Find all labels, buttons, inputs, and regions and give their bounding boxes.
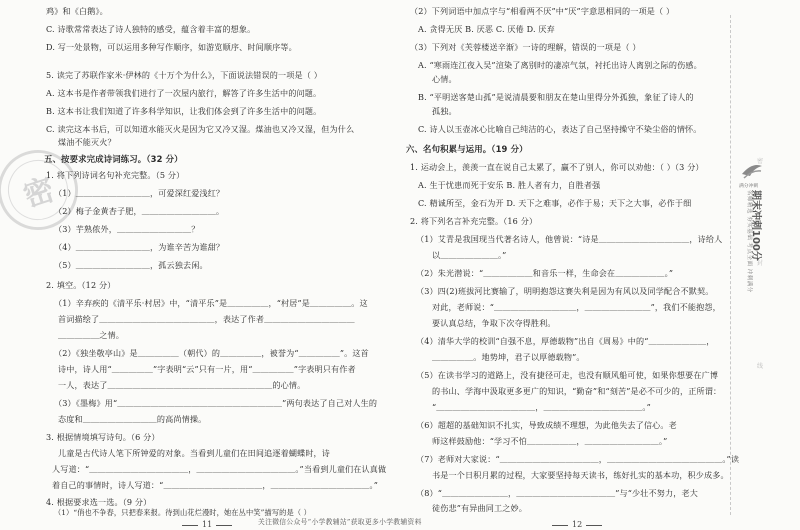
text-line: ＿＿＿＿＿之情。: [58, 330, 124, 340]
footer-notice: 关注微信公众号“小学教辅站”获取更多小学教辅资料: [258, 518, 422, 526]
text-line: （2）下列词语中加点字与“相看两不厌”中“厌”字意思相同的一项是（ ）: [410, 6, 675, 16]
text-line: （1）“俏也不争春，只把春来报。待到山花烂漫时，她在丛中笑”描写的是（ ）: [54, 508, 311, 517]
stamp-char: 密: [0, 152, 76, 228]
text-line: B. 这本书让我们知道了许多科学知识，让我们体会到了许多生活中的问题。: [46, 106, 322, 116]
text-line: 鸡》和《白鹅》。: [46, 6, 108, 16]
text-line: 心情。: [432, 74, 457, 84]
text-line: 态度和＿＿＿＿＿＿＿＿＿的高尚情操。: [58, 414, 207, 424]
binding-mark: 密: [757, 158, 764, 165]
text-line: A. 生于忧患而死于安乐 B. 胜人者有力，自胜者强: [418, 180, 601, 190]
text-line: 一人，表达了＿＿＿＿＿＿＿＿＿＿＿＿＿＿＿＿＿＿＿＿的心情。: [58, 380, 306, 390]
text-line: （2）《独坐敬亭山》是＿＿＿＿＿（朝代）的＿＿＿＿＿，被誉为“＿＿＿＿＿”。这首: [54, 348, 369, 358]
text-line: C. 读完这本书后，可以知道水能灭火是因为它又冷又湿。煤油也又冷又湿，但为什么: [46, 124, 355, 134]
text-line: 首词描绘了＿＿＿＿＿＿＿＿＿＿＿＿＿＿，表达了作者＿＿＿＿＿＿＿＿＿＿＿: [58, 314, 355, 324]
page-number-11: 11: [178, 520, 236, 529]
text-line: （3）四(2)班拔河比赛输了，明明抱怨这赛失利是因为有风以及同学配合不默契。: [416, 286, 714, 296]
text-line: 以＿＿＿＿＿＿＿。”: [432, 250, 507, 260]
question-1: 1. 运动会上，羡羡一直在说自己太累了，赢不了别人，你可以劝他：（ ）（3 分）: [410, 162, 704, 172]
text-line: 的书山、学海中汲取更多更广的知识，“勤奋”和“刻苦”是必不可少的，正所谓：: [432, 386, 722, 396]
text-line: 徒伤悲”有异曲同工之妙。: [432, 503, 527, 513]
binding-dashed-line: [730, 15, 731, 515]
question-5: 5. 读完了苏联作家米·伊林的《十万个为什么》，下面说法错误的一项是（ ）: [46, 70, 322, 80]
text-line: 诗中，诗人用“＿＿＿＿＿”字表明“云”只有一片，用“＿＿＿＿＿”字表明只有作者: [58, 364, 356, 374]
text-line: 要认真总结，争取下次夺得胜利。: [432, 318, 556, 328]
text-line: C. 诗歌常常表达了诗人独特的感受，蕴含着丰富的想象。: [46, 24, 256, 34]
text-line: （8）“＿＿＿＿＿＿＿＿，＿＿＿＿＿＿＿＿＿＿＿＿”与“少壮不努力，老大: [416, 488, 698, 498]
text-line: （4）＿＿＿＿＿＿＿＿＿，为谁辛苦为谁甜？: [54, 242, 225, 252]
text-line: D. 写一处景物，可以运用多种写作顺序，如游览顺序、时间顺序等。: [46, 42, 297, 52]
text-line: C. 精诚所至，金石为开 D. 天下之难事，必作于易；天下之大事，必作于细: [418, 198, 692, 208]
text-line: （4）清华大学的校训“自强不息，厚德载物”出自《周易》中的“＿＿＿＿＿＿＿，: [416, 336, 715, 346]
banner-title: 期末冲刺100分: [750, 190, 761, 261]
text-line: （3）芋熟侬外，＿＿＿＿＿＿＿＿＿？: [54, 224, 200, 234]
banner-subtitle: 名师精选 夯实基础 考点全面 冲刺满分: [746, 190, 752, 293]
text-line: 书是一个日积月累的过程，大家要坚持每天读书，练好扎实的基本功，积少成多。: [432, 470, 729, 480]
text-line: 煤油不能灭火？: [58, 137, 116, 147]
page-number-12: 12: [548, 520, 606, 529]
text-line: “＿＿＿＿＿＿＿＿＿＿＿＿，＿＿＿＿＿＿＿＿＿＿＿＿。”: [432, 402, 651, 412]
text-line: A. 贪得无厌 B. 厌恶 C. 厌倦 D. 厌弃: [418, 24, 555, 34]
text-line: （2）朱光潜说：“＿＿＿＿＿＿和音乐一样，生命会在＿＿＿＿＿＿。”: [416, 268, 674, 278]
text-line: （1）辛弃疾的《清平乐·村居》中，“清平乐”是＿＿＿＿＿，“村居”是＿＿＿＿＿。这: [54, 298, 368, 308]
text-line: C. 诗人以玉壶冰心比喻自己纯洁的心，表达了自己坚持操守不染尘俗的情怀。: [418, 124, 702, 134]
binding-mark: 线: [757, 363, 764, 370]
question-2: 2. 填空。（12 分）: [46, 280, 116, 290]
text-line: （7）老师对大家说：“＿＿＿＿＿＿＿＿＿＿＿＿，＿＿＿＿＿＿＿＿＿＿＿＿＿＿。”读: [416, 454, 740, 464]
text-line: A. 这本书是作者带领我们进行了一次屋内旅行，解答了许多生活中的问题。: [46, 88, 322, 98]
text-line: （2）梅子金黄杏子肥，＿＿＿＿＿＿＿＿＿。: [54, 206, 225, 216]
text-line: （3）下列对《芙蓉楼送辛渐》一诗的理解，错误的一项是（ ）: [410, 42, 641, 52]
text-line: 儿童是古代诗人笔下所钟爱的对象。当看到儿童们在田间追逐着蝴蝶时，诗: [58, 448, 331, 458]
text-line: （5）在读书学习的道路上，没有捷径可走，也没有顺风船可使，如果你想要在广博: [416, 370, 719, 380]
question-1: 1. 将下列诗词名句补充完整。（5 分）: [46, 170, 185, 180]
text-line: B. “平明送客楚山孤”是说清晨要和朋友在楚山里得分外孤独，象征了诗人的: [418, 92, 694, 102]
binding-mark: 封: [757, 260, 764, 267]
text-line: 人写道：“＿＿＿＿＿＿＿＿＿＿＿＿，＿＿＿＿＿＿＿＿＿＿＿＿。”当看到儿童们在认真做: [52, 464, 387, 474]
section-6-heading: 六、名句积累与运用。（19 分）: [406, 144, 528, 154]
text-line: （6）超超的基础知识不扎实，导致成绩不理想，为此他失去了信心。老: [416, 420, 677, 430]
text-line: （3）《墨梅》用“＿＿＿＿＿＿＿＿＿＿＿＿＿＿＿＿＿＿＿＿”两句表达了自己对人生的: [54, 398, 378, 408]
text-line: 孤独。: [432, 106, 457, 116]
text-line: 对此，老师说：“＿＿＿＿＿＿＿＿＿＿，＿＿＿＿＿＿＿＿”，我们不能抱怨，: [432, 302, 721, 312]
question-2: 2. 将下列名言补充完整。（16 分）: [410, 216, 538, 226]
side-banner: [738, 160, 768, 310]
text-line: 师这样鼓励他：“学习不怕＿＿＿＿＿＿，＿＿＿＿＿＿＿＿＿。”: [432, 436, 668, 446]
text-line: （1）＿＿＿＿＿＿＿＿＿，可爱深红爱浅红？: [54, 188, 225, 198]
brand-name: 满分冲刺: [739, 184, 759, 189]
text-line: （1）艾青是我国现当代著名诗人，他曾说：“诗是＿＿＿＿＿＿＿＿＿＿＿，诗给人: [416, 234, 723, 244]
text-line: A. “寒雨连江夜入吴”渲染了离别时的凄凉气氛，衬托出诗人离别之际的伤感。: [418, 60, 702, 70]
question-4: 4. 根据要求选一选。（9 分）: [46, 497, 152, 507]
section-5-heading: 五、按要求完成诗词练习。（32 分）: [44, 154, 183, 164]
question-3: 3. 根据情境填写诗句。（6 分）: [46, 432, 160, 442]
text-line: 着自己的事情时，诗人写道：“＿＿＿＿＿＿＿＿＿＿＿＿，＿＿＿＿＿＿＿＿＿＿＿＿。”: [52, 480, 379, 490]
text-line: ＿＿＿＿＿。地势坤，君子以厚德载物”。: [432, 352, 585, 362]
text-line: （5）＿＿＿＿＿＿＿＿＿，孤云独去闲。: [54, 260, 208, 270]
